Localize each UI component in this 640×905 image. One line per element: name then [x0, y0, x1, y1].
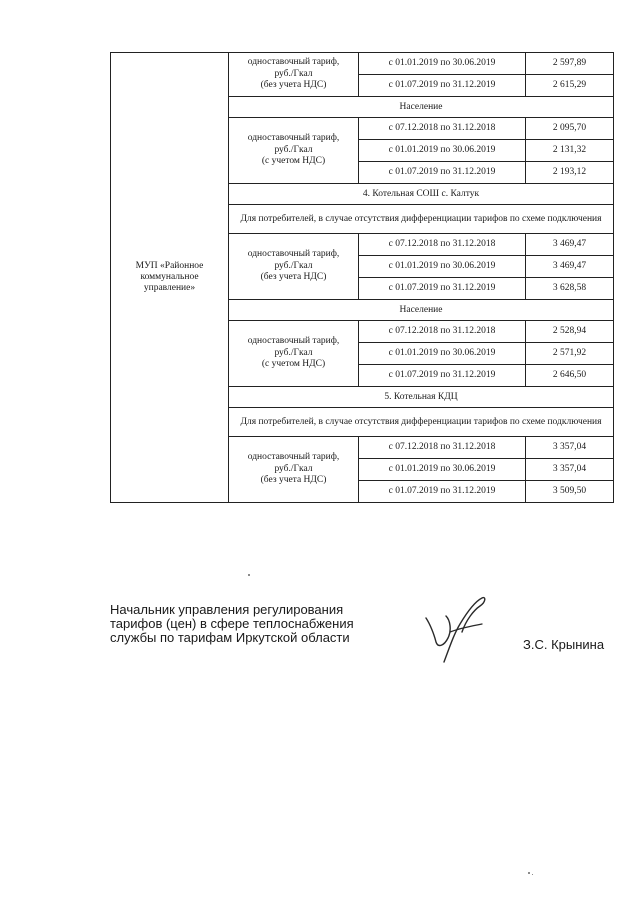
scan-speck: [528, 872, 530, 874]
period-cell: с 01.01.2019 по 30.06.2019: [359, 53, 526, 75]
tariff-type-line: одноставочный тариф,: [247, 133, 340, 144]
signatory-title-line: службы по тарифам Иркутской области: [110, 630, 350, 645]
tariff-type-line: руб./Гкал: [274, 347, 313, 358]
handwritten-signature: [420, 590, 500, 670]
tariff-type-line: одноставочный тариф,: [247, 336, 340, 347]
period-cell: с 01.01.2019 по 30.06.2019: [359, 343, 526, 365]
tariff-type-cell: [229, 118, 359, 184]
value-cell: 3 469,47: [526, 234, 614, 256]
period-cell: с 01.01.2019 по 30.06.2019: [359, 140, 526, 162]
period-cell: с 07.12.2018 по 31.12.2018: [359, 234, 526, 256]
value-cell: 3 357,04: [526, 437, 614, 459]
group-heading: Для потребителей, в случае отсутствия дифференциации тарифов по схеме подключения: [229, 408, 614, 437]
tariff-type-line: одноставочный тариф,: [247, 249, 340, 260]
scan-speck: [248, 574, 250, 576]
period-cell: с 01.07.2019 по 31.12.2019: [359, 278, 526, 300]
group-heading: Население: [229, 97, 614, 118]
tariff-type-line: (с учетом НДС): [261, 359, 326, 370]
value-cell: 2 646,50: [526, 365, 614, 387]
organization-cell: МУП «Районное коммунальное управление»: [111, 53, 229, 503]
value-cell: 2 095,70: [526, 118, 614, 140]
tariff-type-line: одноставочный тариф,: [247, 452, 340, 463]
value-cell: 2 131,32: [526, 140, 614, 162]
tariff-type-cell: [229, 321, 359, 387]
period-cell: с 07.12.2018 по 31.12.2018: [359, 321, 526, 343]
tariff-table: [110, 52, 614, 503]
value-cell: 3 628,58: [526, 278, 614, 300]
section-heading: 5. Котельная КДЦ: [229, 387, 614, 408]
tariff-type-cell: [229, 234, 359, 300]
value-cell: 2 571,92: [526, 343, 614, 365]
period-cell: с 01.07.2019 по 31.12.2019: [359, 365, 526, 387]
signatory-title: [110, 603, 410, 645]
tariff-type-line: руб./Гкал: [274, 260, 313, 271]
period-cell: с 01.07.2019 по 31.12.2019: [359, 75, 526, 97]
tariff-type-cell: [229, 437, 359, 503]
tariff-type-line: руб./Гкал: [274, 68, 313, 79]
value-cell: 2 597,89: [526, 53, 614, 75]
tariff-type-line: одноставочный тариф,: [247, 57, 340, 68]
value-cell: 3 469,47: [526, 256, 614, 278]
period-cell: с 01.07.2019 по 31.12.2019: [359, 162, 526, 184]
value-cell: 3 357,04: [526, 459, 614, 481]
tariff-type-line: (без учета НДС): [260, 475, 327, 486]
period-cell: с 07.12.2018 по 31.12.2018: [359, 118, 526, 140]
tariff-type-line: (без учета НДС): [260, 80, 327, 91]
period-cell: с 01.07.2019 по 31.12.2019: [359, 481, 526, 503]
tariff-type-line: (без учета НДС): [260, 272, 327, 283]
table-row: [111, 53, 614, 75]
tariff-type-line: руб./Гкал: [274, 463, 313, 474]
value-cell: 2 528,94: [526, 321, 614, 343]
value-cell: 2 615,29: [526, 75, 614, 97]
signatory-title-line: тарифов (цен) в сфере теплоснабжения: [110, 616, 354, 631]
tariff-type-cell: [229, 53, 359, 97]
signatory-name: З.С. Крынина: [523, 637, 605, 652]
group-heading: Для потребителей, в случае отсутствия дифференциации тарифов по схеме подключения: [229, 205, 614, 234]
tariff-type-line: руб./Гкал: [274, 144, 313, 155]
value-cell: 3 509,50: [526, 481, 614, 503]
signatory-title-line: Начальник управления регулирования: [110, 602, 344, 617]
period-cell: с 01.01.2019 по 30.06.2019: [359, 256, 526, 278]
period-cell: с 01.01.2019 по 30.06.2019: [359, 459, 526, 481]
section-heading: 4. Котельная СОШ с. Калтук: [229, 184, 614, 205]
group-heading: Население: [229, 300, 614, 321]
value-cell: 2 193,12: [526, 162, 614, 184]
period-cell: с 07.12.2018 по 31.12.2018: [359, 437, 526, 459]
tariff-type-line: (с учетом НДС): [261, 156, 326, 167]
scan-speck: [532, 874, 533, 875]
